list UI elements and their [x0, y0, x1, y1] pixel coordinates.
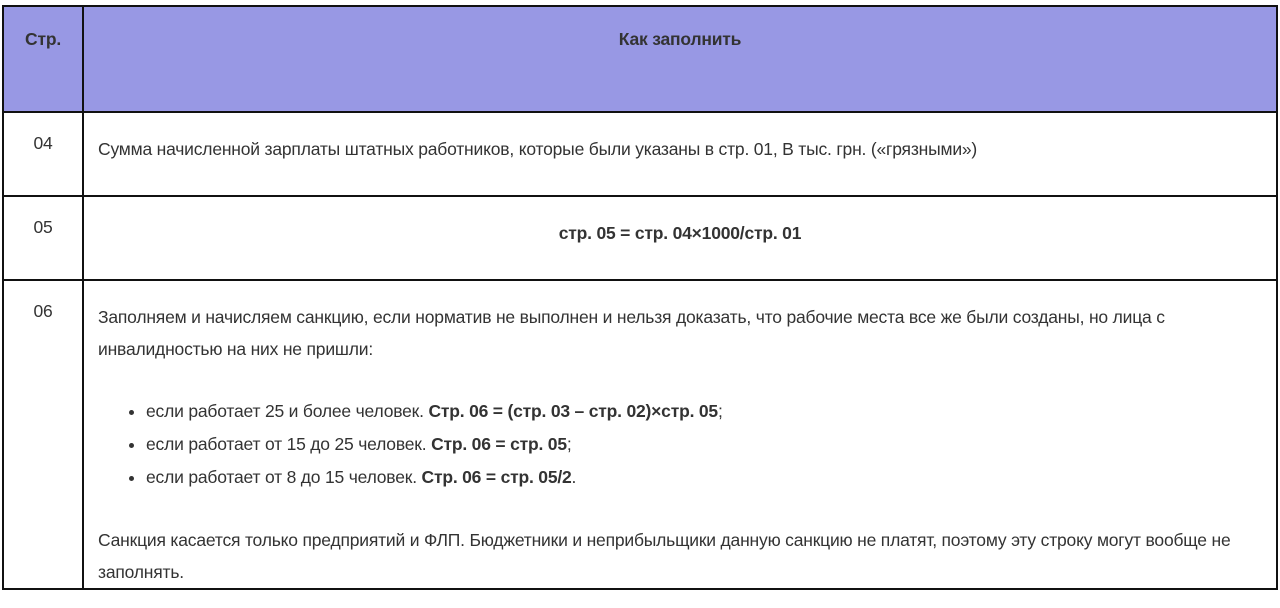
table-row	[3, 112, 1277, 196]
row-description	[83, 280, 1277, 589]
condition-formula: Стр. 06 = стр. 05	[431, 434, 567, 454]
line-number: 06	[3, 280, 83, 589]
row-intro: Заполняем и начисляем санкцию, если норматив не выполнен и нельзя доказать, что рабочие места все же были созданы, но лица с инвалидностью на них не пришли:	[98, 307, 1165, 359]
table-row	[3, 280, 1277, 589]
punctuation: ;	[566, 434, 572, 454]
row-description: Сумма начисленной зарплаты штатных работников, которые были указаны в стр. 01, В тыс. грн. («грязными»)	[83, 112, 1277, 196]
list-item	[146, 428, 1262, 461]
list-item	[146, 395, 1262, 428]
condition-text: если работает от 8 до 15 человек.	[146, 467, 422, 487]
header-line-number: Стр.	[3, 6, 83, 112]
instructions-table	[2, 5, 1278, 590]
table-row	[3, 196, 1277, 280]
row-note: Санкция касается только предприятий и ФЛП. Бюджетники и неприбыльщики данную санкцию не платят, поэтому эту строку могут вообще не заполнять.	[98, 530, 1231, 582]
line-number: 05	[3, 196, 83, 280]
line-number: 04	[3, 112, 83, 196]
condition-formula: Стр. 06 = (стр. 03 – стр. 02)×стр. 05	[428, 401, 718, 421]
condition-text: если работает от 15 до 25 человек.	[146, 434, 432, 454]
condition-formula: Стр. 06 = стр. 05/2	[421, 467, 572, 487]
punctuation: .	[571, 467, 577, 487]
row-formula: стр. 05 = стр. 04×1000/стр. 01	[83, 196, 1277, 280]
conditions-list	[98, 395, 1262, 494]
punctuation: ;	[717, 401, 723, 421]
condition-text: если работает 25 и более человек.	[146, 401, 429, 421]
header-how-to-fill: Как заполнить	[83, 6, 1277, 112]
table-header-row	[3, 6, 1277, 112]
list-item	[146, 461, 1262, 494]
